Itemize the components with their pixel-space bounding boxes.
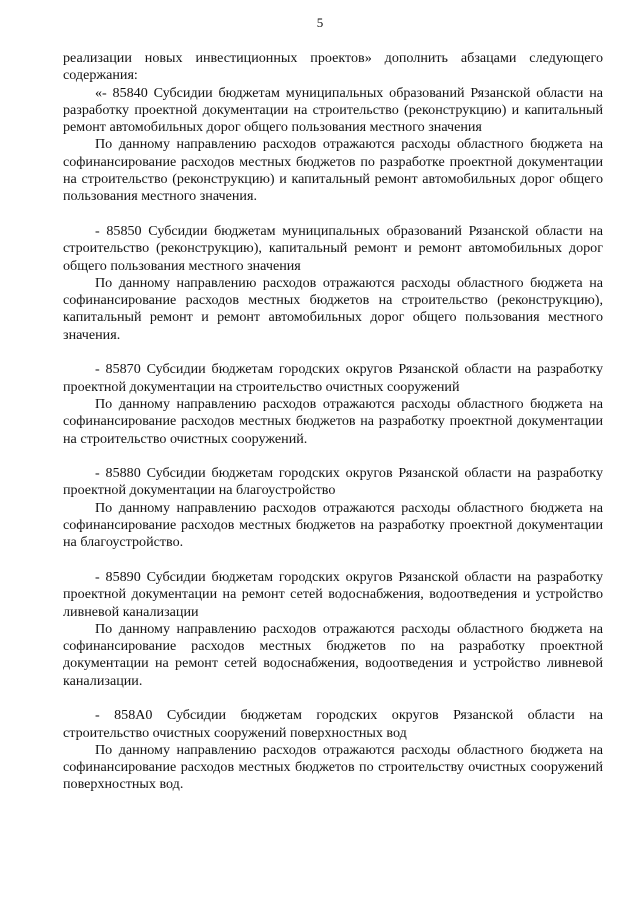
paragraph-intro: реализации новых инвестиционных проектов» дополнить абзацами следующего содержания: — [63, 50, 603, 84]
paragraph-85880-title: - 85880 Субсидии бюджетам городских округов Рязанской области на разработку проектной документации на благоустройство — [63, 465, 603, 499]
document-body — [63, 50, 603, 794]
paragraph-85870-title: - 85870 Субсидии бюджетам городских округов Рязанской области на разработку проектной документации на строительство очистных сооружений — [63, 361, 603, 395]
paragraph-85840-title: «- 85840 Субсидии бюджетам муниципальных образований Рязанской области на разработку проектной документации на строительство (реконструкцию) и капитальный ремонт автомобильных дорог общего пользования местного значения — [63, 84, 603, 136]
paragraph-858A0-title: - 858А0 Субсидии бюджетам городских округов Рязанской области на строительство очистных сооружений поверхностных вод — [63, 707, 603, 741]
paragraph-85870-desc: По данному направлению расходов отражаются расходы областного бюджета на софинансирование расходов местных бюджетов на разработку проектной документации на строительство очистных сооружений. — [63, 395, 603, 447]
paragraph-85890-desc: По данному направлению расходов отражаются расходы областного бюджета на софинансирование расходов местных бюджетов по на разработку проектной документации на ремонт сетей водоснабжения, водоотведения и устройство ливневой канализации. — [63, 620, 603, 689]
paragraph-85840-desc: По данному направлению расходов отражаются расходы областного бюджета на софинансирование расходов местных бюджетов по разработке проектной документации на строительство (реконструкцию) и капитальный ремонт автомобильных дорог общего пользования местного значения. — [63, 136, 603, 205]
paragraph-85890-title: - 85890 Субсидии бюджетам городских округов Рязанской области на разработку проектной документации на ремонт сетей водоснабжения, водоотведения и устройство ливневой канализации — [63, 568, 603, 620]
paragraph-85850-title: - 85850 Субсидии бюджетам муниципальных образований Рязанской области на строительство (реконструкцию), капитальный ремонт и ремонт автомобильных дорог общего пользования местного значения — [63, 222, 603, 274]
paragraph-85880-desc: По данному направлению расходов отражаются расходы областного бюджета на софинансирование расходов местных бюджетов на разработку проектной документации на благоустройство. — [63, 499, 603, 551]
paragraph-858A0-desc: По данному направлению расходов отражаются расходы областного бюджета на софинансирование расходов местных бюджетов по строительству очистных сооружений поверхностных вод. — [63, 741, 603, 793]
page-number: 5 — [316, 15, 324, 30]
paragraph-85850-desc: По данному направлению расходов отражаются расходы областного бюджета на софинансирование расходов местных бюджетов на строительство (реконструкцию), капитальный ремонт и ремонт автомобильных дорог общего пользования местного значения. — [63, 274, 603, 343]
